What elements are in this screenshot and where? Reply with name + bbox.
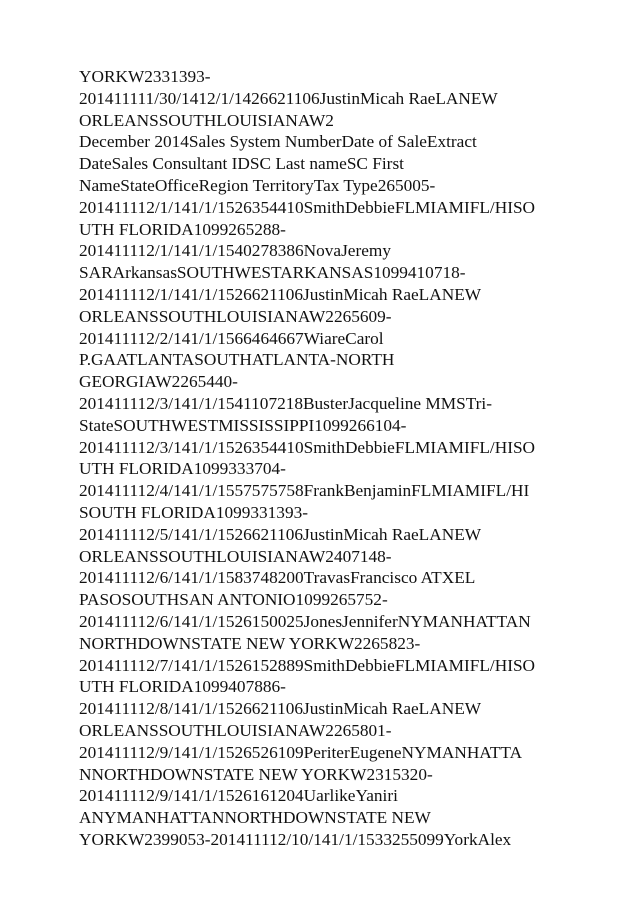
document-text-line: DateSales Consultant IDSC Last nameSC First bbox=[79, 154, 404, 174]
document-text-line: SARArkansasSOUTHWESTARKANSAS1099410718- bbox=[79, 263, 466, 283]
document-text-line: UTH FLORIDA1099333704- bbox=[79, 459, 286, 479]
document-text-line: 201411112/2/141/1/1566464667WiareCarol bbox=[79, 328, 384, 348]
document-text-line: 201411112/7/141/1/1526152889SmithDebbieFLMIAMIFL/HISO bbox=[79, 655, 536, 675]
document-text-line: StateSOUTHWESTMISSISSIPPI1099266104- bbox=[79, 415, 407, 435]
document-text-line: ORLEANSSOUTHLOUISIANAW2407148- bbox=[79, 546, 392, 566]
document-text-line: NameStateOfficeRegion TerritoryTax Type265005- bbox=[79, 175, 436, 195]
document-text-line: 201411112/6/141/1/1526150025JonesJenniferNYMANHATTAN bbox=[79, 611, 531, 631]
document-text-line: PASOSOUTHSAN ANTONIO1099265752- bbox=[79, 590, 388, 610]
document-text-line: SOUTH FLORIDA1099331393- bbox=[79, 502, 308, 522]
document-text-line: 201411112/1/141/1/1526354410SmithDebbieFLMIAMIFL/HISO bbox=[79, 197, 536, 217]
document-text-line: GEORGIAW2265440- bbox=[79, 372, 238, 392]
document-text-line: YORKW2331393- bbox=[79, 67, 211, 86]
document-text-line: 201411112/6/141/1/1583748200TravasFrancisco ATXEL bbox=[79, 568, 476, 588]
document-text-line: December 2014Sales System NumberDate of SaleExtract bbox=[79, 132, 477, 152]
document-text-line: 201411111/30/1412/1/1426621106JustinMicah RaeLANEW bbox=[79, 88, 498, 108]
document-text-line: P.GAATLANTASOUTHATLANTA-NORTH bbox=[79, 350, 395, 370]
document-text-block bbox=[79, 66, 619, 851]
document-text-line: ORLEANSSOUTHLOUISIANAW2265801- bbox=[79, 720, 392, 740]
document-text-line: NORTHDOWNSTATE NEW YORKW2265823- bbox=[79, 633, 421, 653]
document-text-line: 201411112/9/141/1/1526161204UarlikeYaniri bbox=[79, 786, 398, 806]
document-text-line: 201411112/9/141/1/1526526109PeriterEugeneNYMANHATTA bbox=[79, 742, 523, 762]
document-text-line: 201411112/3/141/1/1526354410SmithDebbieFLMIAMIFL/HISO bbox=[79, 437, 536, 457]
document-text-line: 201411112/4/141/1/1557575758FrankBenjaminFLMIAMIFL/HI bbox=[79, 481, 530, 501]
document-text-line: 201411112/5/141/1/1526621106JustinMicah RaeLANEW bbox=[79, 524, 482, 544]
document-text-line: ORLEANSSOUTHLOUISIANAW2 bbox=[79, 110, 334, 130]
document-text-line: 201411112/1/141/1/1526621106JustinMicah RaeLANEW bbox=[79, 284, 482, 304]
document-text-line: YORKW2399053-201411112/10/141/1/1533255099YorkAlex bbox=[79, 829, 512, 849]
document-text-line: ANYMANHATTANNORTHDOWNSTATE NEW bbox=[79, 808, 431, 828]
document-text-line: UTH FLORIDA1099407886- bbox=[79, 677, 286, 697]
document-text-line: NNORTHDOWNSTATE NEW YORKW2315320- bbox=[79, 764, 433, 784]
document-text-line: UTH FLORIDA1099265288- bbox=[79, 219, 286, 239]
document-text-line: 201411112/3/141/1/1541107218BusterJacqueline MMSTri- bbox=[79, 393, 492, 413]
document-text-line: 201411112/1/141/1/1540278386NovaJeremy bbox=[79, 241, 391, 261]
document-text-line: 201411112/8/141/1/1526621106JustinMicah RaeLANEW bbox=[79, 699, 482, 719]
document-text-line: ORLEANSSOUTHLOUISIANAW2265609- bbox=[79, 306, 392, 326]
